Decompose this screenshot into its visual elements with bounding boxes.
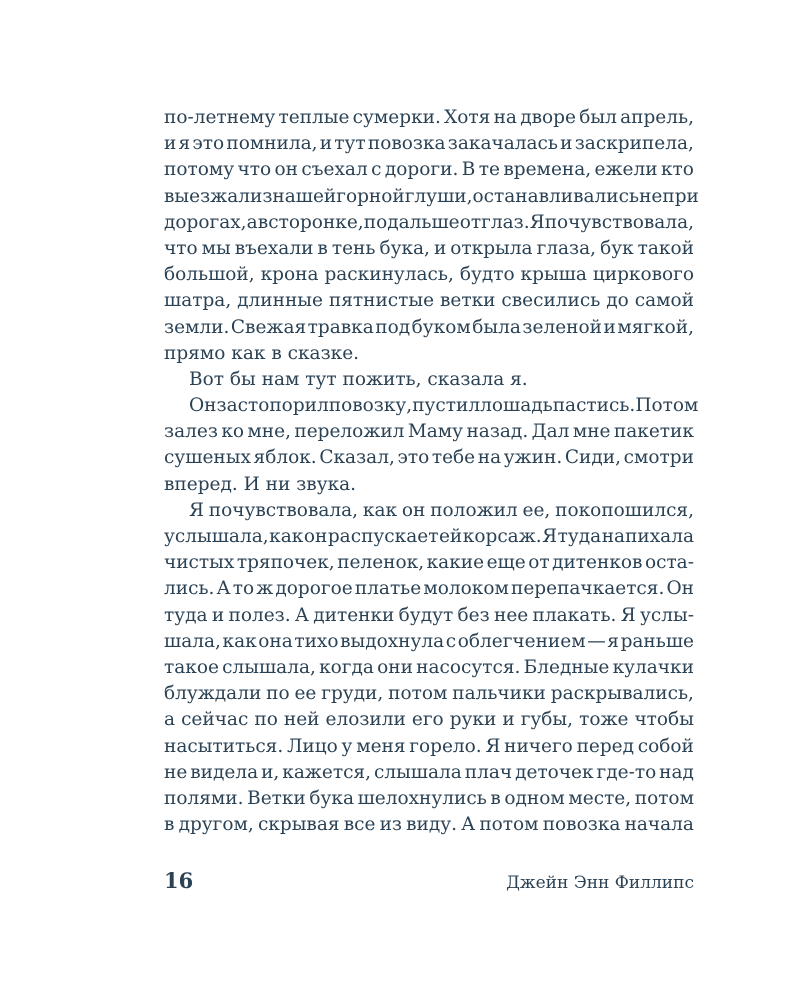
word: глаз.: [481, 211, 530, 233]
word: я.: [510, 368, 528, 390]
word: а: [164, 709, 176, 731]
text-line-19: [164, 576, 694, 602]
word: он: [274, 159, 299, 181]
word: теплые: [278, 107, 350, 128]
word: был: [579, 107, 617, 128]
word: А: [294, 604, 309, 626]
word: Он: [666, 578, 694, 600]
word: от: [459, 211, 482, 233]
word: раскрывались,: [550, 683, 694, 705]
word: распускает: [327, 526, 439, 547]
word: это: [192, 133, 225, 155]
word: чистых: [164, 552, 235, 574]
word: бука,: [379, 237, 430, 259]
word: без: [457, 604, 490, 626]
word: и: [164, 133, 177, 155]
word: потом: [388, 683, 448, 705]
word: тебе: [431, 447, 476, 469]
text-line-28: [164, 812, 694, 838]
word: в: [317, 237, 328, 259]
word: дорогое: [275, 578, 353, 600]
word: такой: [637, 237, 694, 259]
word: ее: [294, 683, 317, 705]
word: кажется,: [282, 761, 371, 783]
word: с: [445, 630, 457, 652]
word: туда: [557, 526, 602, 547]
word: времена,: [503, 159, 592, 181]
word: травка: [307, 316, 374, 338]
word: потому: [164, 159, 235, 181]
word: меня: [356, 735, 406, 757]
word: свесились: [501, 290, 601, 312]
word: и: [603, 316, 616, 338]
word: прямо: [164, 342, 232, 364]
word: дитенки: [313, 604, 395, 626]
word: услы-: [639, 604, 694, 626]
text-line-14: [164, 445, 694, 471]
word: над: [659, 761, 694, 783]
word: повозка: [542, 814, 621, 836]
word: Свежая: [230, 316, 307, 338]
word: сказке.: [287, 342, 360, 364]
word: в: [271, 342, 288, 364]
word: услышала,: [164, 526, 269, 547]
word: месте,: [568, 787, 632, 809]
page-number: 16: [164, 868, 194, 893]
word: корсаж.: [462, 526, 542, 547]
word: шелохнулись: [357, 787, 487, 809]
word: собой: [637, 735, 694, 757]
word: шала,: [164, 630, 221, 652]
text-line-21: [164, 629, 694, 655]
word: другом,: [178, 814, 254, 836]
word: он: [303, 526, 328, 547]
word: выдохнула: [340, 630, 445, 652]
word: я: [607, 630, 619, 652]
word: что: [237, 159, 272, 181]
word: сказала: [427, 368, 511, 390]
word: почувствовала,: [208, 499, 359, 521]
word: кто: [660, 159, 694, 181]
word: мы: [201, 237, 231, 259]
word: пеленок,: [337, 552, 425, 574]
word: ней: [283, 709, 320, 731]
word: глуши,: [404, 185, 473, 207]
word: земли.: [164, 316, 230, 338]
word: Лицо: [286, 735, 338, 757]
word: лошадь: [480, 395, 553, 417]
word: сейчас: [181, 709, 249, 731]
word: платье: [354, 578, 422, 600]
word: большой,: [164, 264, 255, 286]
word: еще: [486, 552, 526, 574]
word: напихала: [601, 526, 694, 547]
word: ко: [221, 421, 245, 443]
word: губы,: [520, 709, 574, 731]
word: как: [231, 342, 272, 364]
word: —: [587, 630, 606, 652]
word: перед: [576, 735, 635, 757]
word: тут: [334, 133, 366, 155]
word: тряпочек,: [236, 552, 335, 574]
word: глаза,: [536, 237, 597, 259]
word: плакать.: [532, 604, 617, 626]
word: как: [362, 499, 398, 521]
word: плач: [464, 761, 513, 783]
word: с: [371, 159, 382, 181]
text-line-25: [164, 734, 694, 760]
word: ветки: [439, 290, 496, 312]
word: от: [528, 552, 550, 574]
word: чтобы: [634, 709, 694, 731]
word: они: [377, 656, 413, 678]
word: пакетик: [613, 421, 694, 443]
word: тоже: [579, 709, 629, 731]
word: Я: [485, 735, 501, 757]
word: облегчением: [457, 630, 586, 652]
word: скрывая: [257, 814, 340, 836]
word: горело.: [409, 735, 482, 757]
word: закачалась: [447, 133, 558, 155]
text-line-7: [164, 262, 694, 288]
text-line-23: [164, 681, 694, 707]
word: в: [164, 814, 175, 836]
word: молоком: [423, 578, 509, 600]
word: Ветки: [247, 787, 306, 809]
text-line-16: [164, 498, 694, 524]
word: бы: [229, 368, 262, 390]
word: Потом: [635, 395, 699, 417]
word: деточек: [515, 761, 594, 783]
word: Дал: [531, 421, 570, 443]
word: ежели: [594, 159, 658, 181]
word: циркового: [592, 264, 694, 286]
word: какие: [426, 552, 485, 574]
word: слышала: [373, 761, 462, 783]
word: бука: [309, 787, 354, 809]
word: раскинулась,: [324, 264, 454, 286]
word: Я: [620, 604, 636, 626]
word: дитенков: [552, 552, 643, 574]
word: залез: [164, 421, 218, 443]
word: будто: [459, 264, 515, 286]
word: при: [662, 185, 699, 207]
word: смотри: [623, 447, 694, 469]
word: у: [341, 735, 353, 757]
word: блуждали: [164, 683, 262, 705]
word: полез.: [228, 604, 291, 626]
word: мне,: [247, 421, 291, 443]
word: длинные: [237, 290, 323, 312]
text-line-6: [164, 236, 694, 262]
text-line-24: [164, 707, 694, 733]
word: вперед.: [164, 473, 244, 495]
word: тихо: [294, 630, 339, 652]
text-line-27: [164, 786, 694, 812]
body-text: [164, 105, 699, 838]
text-line-2: [164, 131, 694, 157]
word: крыша: [520, 264, 587, 286]
word: почувствовала,: [544, 211, 694, 233]
text-line-4: [164, 184, 699, 210]
word: помнила,: [226, 133, 318, 155]
word: до: [606, 290, 629, 312]
word: оста-: [644, 552, 694, 574]
word: Вот: [189, 368, 230, 390]
text-line-18: [164, 550, 694, 576]
word: на: [477, 447, 502, 469]
word: сумерки.: [352, 107, 441, 128]
word: Сказал,: [319, 447, 395, 469]
word: слышала,: [222, 656, 316, 678]
word: ужин.: [503, 447, 563, 469]
word: на: [493, 107, 517, 128]
word: по-летнему: [164, 107, 276, 128]
text-line-10: [164, 341, 694, 367]
word: он: [401, 499, 426, 521]
word: положил: [430, 499, 518, 521]
word: и: [211, 604, 225, 626]
word: груди,: [321, 683, 384, 705]
text-line-8: [164, 288, 694, 314]
word: раньше: [620, 630, 694, 652]
word: была: [472, 316, 521, 338]
text-line-12: [164, 393, 699, 419]
word: шатра,: [164, 290, 232, 312]
word: ж: [256, 578, 274, 600]
word: руки: [449, 709, 497, 731]
word: тень: [331, 237, 376, 259]
word: полями.: [164, 787, 244, 809]
word: Он: [189, 395, 217, 417]
page-footer: [164, 868, 694, 893]
word: будут: [398, 604, 454, 626]
word: пятнистые: [328, 290, 435, 312]
word: в: [257, 211, 269, 233]
word: Хотя: [444, 107, 491, 128]
word: начала: [624, 814, 694, 836]
word: видела: [190, 761, 259, 783]
word: открыла: [450, 237, 533, 259]
text-line-11: [164, 367, 694, 393]
word: Я: [529, 211, 545, 233]
word: яблок.: [253, 447, 317, 469]
word: и: [502, 709, 515, 731]
word: как: [222, 630, 257, 652]
text-line-5: [164, 210, 694, 236]
word: пальчики: [452, 683, 546, 705]
text-line-22: [164, 655, 694, 681]
word: в: [490, 787, 501, 809]
word: и: [433, 237, 447, 259]
word: лись.: [164, 578, 215, 600]
word: бук: [600, 237, 634, 259]
text-line-26: [164, 760, 694, 786]
word: выезжал: [164, 185, 250, 207]
word: те: [478, 159, 500, 181]
word: это: [397, 447, 430, 469]
word: нашей: [272, 185, 337, 207]
word: как: [269, 526, 304, 547]
word: крона: [260, 264, 319, 286]
word: ни: [265, 473, 297, 495]
word: заскрипела,: [574, 133, 694, 155]
word: по: [266, 683, 290, 705]
word: съехал: [301, 159, 368, 181]
word: насытиться.: [164, 735, 284, 757]
word: Бледные: [523, 656, 610, 678]
word: пастись.: [552, 395, 636, 417]
word: ничего: [504, 735, 573, 757]
word: мягкой,: [617, 316, 694, 338]
word: такое: [164, 656, 219, 678]
word: останавливались: [472, 185, 640, 207]
word: нее: [494, 604, 529, 626]
word: насосутся.: [416, 656, 521, 678]
word: не: [639, 185, 663, 207]
word: по: [254, 709, 278, 731]
word: его: [411, 709, 444, 731]
word: дворе: [520, 107, 576, 128]
text-line-3: [164, 157, 694, 183]
text-line-15: [164, 472, 694, 498]
word: ее,: [522, 499, 551, 521]
word: когда: [319, 656, 374, 678]
word: и: [560, 133, 573, 155]
word: звука.: [296, 473, 357, 495]
word: Маму: [407, 421, 464, 443]
word: перепачкается.: [511, 578, 665, 600]
word: дорогах,: [164, 211, 247, 233]
word: застопорил: [216, 395, 329, 417]
word: А: [461, 814, 476, 836]
word: пустил: [412, 395, 481, 417]
word: из: [249, 185, 273, 207]
word: пожить,: [342, 368, 428, 390]
word: под: [375, 316, 411, 338]
word: въехали: [234, 237, 314, 259]
word: ей: [438, 526, 463, 547]
running-head-author: Джейн Энн Филлипс: [506, 873, 694, 893]
word: елозили: [325, 709, 406, 731]
word: покопошился,: [555, 499, 694, 521]
word: тут: [305, 368, 343, 390]
word: Я: [542, 526, 558, 547]
word: буком: [411, 316, 471, 338]
word: зеленой: [522, 316, 602, 338]
word: Сиди,: [564, 447, 621, 469]
word: апрель,: [620, 107, 694, 128]
word: а: [246, 211, 258, 233]
word: назад.: [466, 421, 529, 443]
word: переложил: [294, 421, 405, 443]
word: я: [178, 133, 191, 155]
word: одном: [504, 787, 565, 809]
word: сушеных: [164, 447, 251, 469]
word: нам: [261, 368, 306, 390]
word: из: [379, 814, 402, 836]
word: и: [319, 133, 333, 155]
word: кулачки: [612, 656, 694, 678]
word: что: [164, 237, 198, 259]
word: где-то: [596, 761, 657, 783]
word: повозку,: [328, 395, 413, 417]
text-line-13: [164, 419, 694, 445]
text-line-17: [164, 524, 694, 550]
word: то: [232, 578, 255, 600]
word: все: [343, 814, 376, 836]
word: мне: [572, 421, 611, 443]
word: потом: [634, 787, 694, 809]
word: не: [164, 761, 188, 783]
word: самой: [634, 290, 694, 312]
text-line-20: [164, 603, 694, 629]
word: дороги.: [384, 159, 459, 181]
word: горной: [336, 185, 405, 207]
word: Я: [189, 499, 204, 521]
word: подальше: [363, 211, 460, 233]
word: она: [258, 630, 293, 652]
word: И: [243, 473, 266, 495]
text-line-1: [164, 105, 694, 131]
word: сторонке,: [268, 211, 364, 233]
word: В: [461, 159, 476, 181]
word: и,: [261, 761, 280, 783]
word: туда: [164, 604, 208, 626]
text-line-9: [164, 315, 694, 341]
word: потом: [479, 814, 539, 836]
word: А: [216, 578, 231, 600]
word: повозка: [367, 133, 446, 155]
word: виду.: [406, 814, 458, 836]
